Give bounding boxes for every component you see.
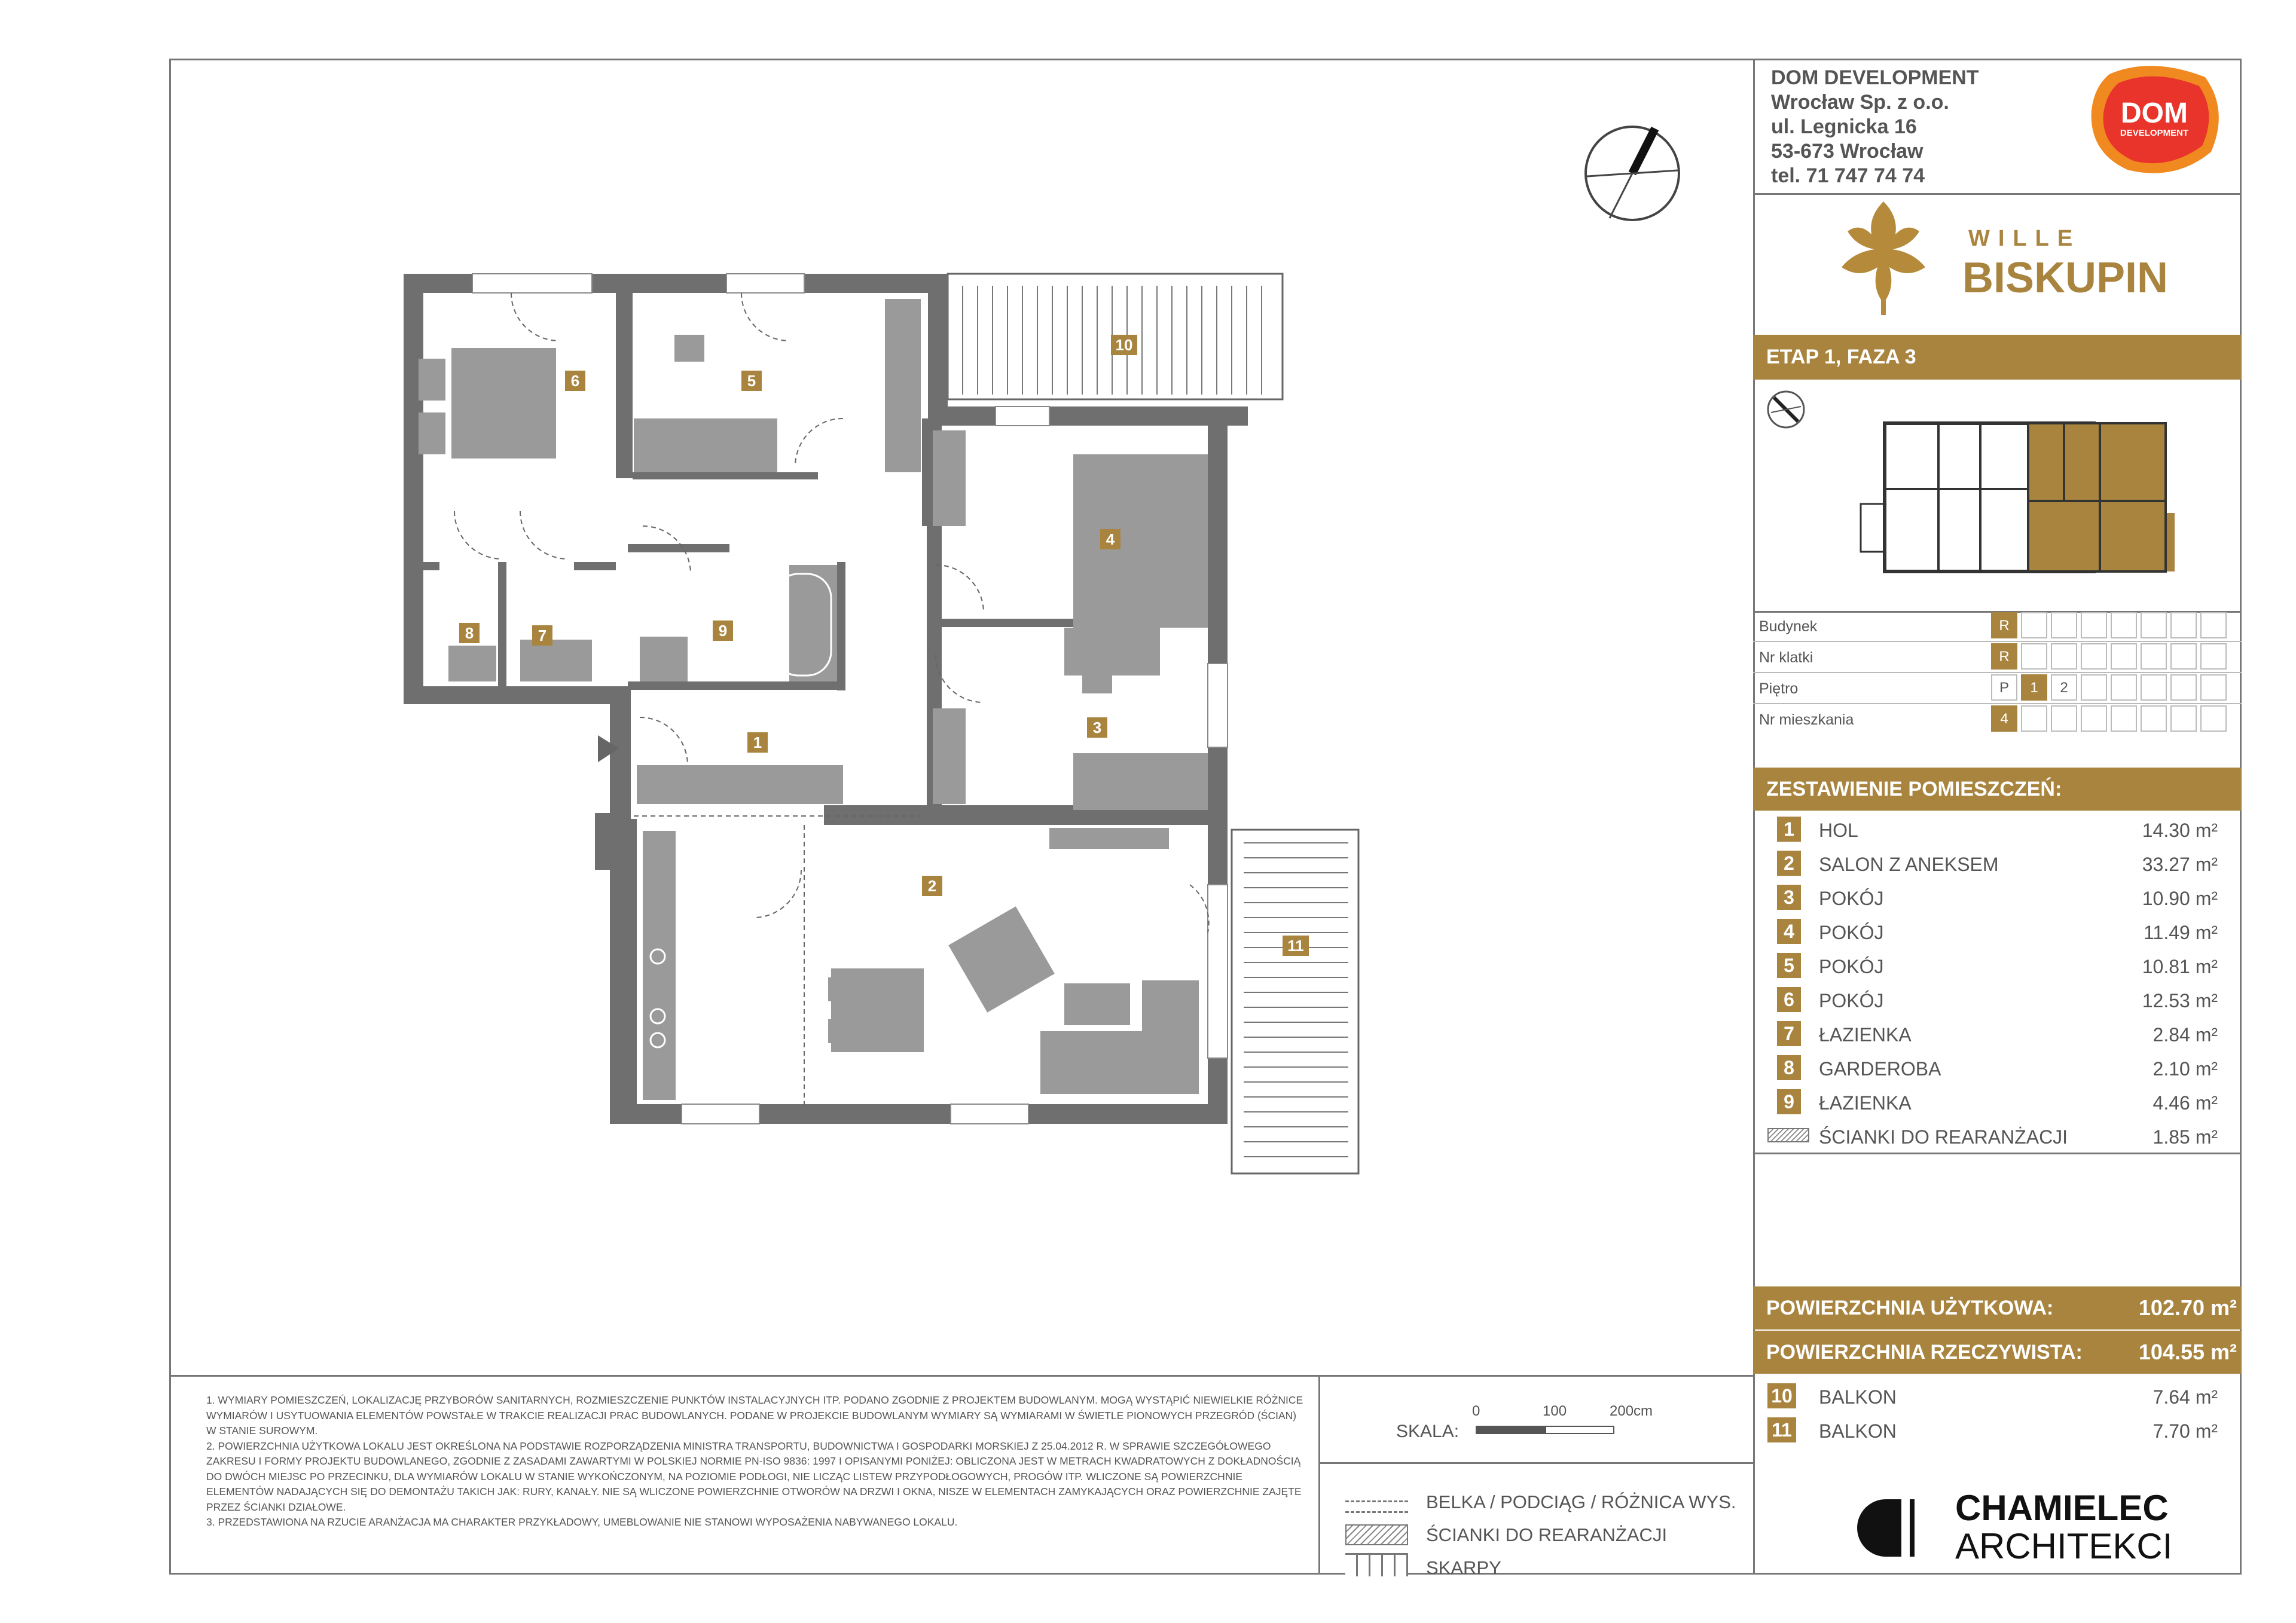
plan-label-1: 1 [747, 732, 768, 753]
room-number: 5 [1777, 953, 1801, 978]
plan-label-6: 6 [565, 371, 585, 391]
info-label: Piętro [1759, 680, 1799, 697]
rooms-section-title: ZESTAWIENIE POMIESZCZEŃ: [1766, 777, 2062, 800]
reveal-legend-icon [1345, 1553, 1408, 1576]
room-area: 10.81 m² [2142, 956, 2218, 977]
note-2: 2. POWIERZCHNIA UŻYTKOWA LOKALU JEST OKREŚLONA NA PODSTAWIE ROZPORZĄDZENIA MINISTRA TRANSPORTU, BUDOWNICTWA I GOSPODARKI MORSKIEJ Z 25.04.2012 R. W SPRAWIE SZCZEGÓŁOWEGO ZAKRESU I FORMY PROJEKTU BUDOWLANEGO, ZGODNIE Z ZASADAMI ZAWARTYMI W POLSKIEJ NORMIE PN-ISO 9836: 1997 I OPISANYMI PONIŻEJ: OBLICZONA JEST W METRACH KWADRATOWYCH Z DOKŁADNOŚCIĄ DO DWÓCH MIEJSC PO PRZECINKU, DLA WYMIARÓW LOKALU W STANIE WYKOŃCZONYM, NA POZIOMIE PODŁOGI, NIE LICZĄC LISTEW PRZYPODŁOGOWYCH, PROGÓW ITP. WLICZONE SĄ POWIERZCHNIE ELEMENTÓW NADAJĄCYCH SIĘ DO DEMONTAŻU TAKICH JAK: RURY, KANAŁY. NIE SĄ WLICZONE POWIERZCHNIE OTWORÓW NA DRZWI I OKNA, NISZE W ELEMENTACH ZAMYKAJĄCYCH ORAZ POWIERZCHNIE ZAJĘTE PRZEZ ŚCIANKI DZIAŁOWE. [206, 1439, 1302, 1513]
usable-area-bar [1753, 1286, 2242, 1329]
plan-label-3: 3 [1087, 717, 1107, 738]
room-number: 1 [1777, 817, 1801, 842]
room-name: ŁAZIENKA [1819, 1024, 1912, 1046]
room-name: POKÓJ [1819, 956, 1884, 977]
info-cell: 2 [2051, 674, 2077, 701]
room-area: 11.49 m² [2144, 922, 2218, 943]
scale-tick-100: 100 [1543, 1403, 1567, 1419]
balcony-name: BALKON [1819, 1420, 1897, 1442]
logo-subtext: DEVELOPMENT [2120, 128, 2189, 138]
partitions-row [1753, 1118, 2242, 1153]
room-name: SALON Z ANEKSEM [1819, 854, 1999, 875]
balcony-number: 10 [1767, 1383, 1796, 1408]
legend-divider [1318, 1462, 1753, 1464]
info-cell-empty [2170, 643, 2197, 670]
legend-beam: BELKA / PODCIĄG / RÓŻNICA WYS. [1426, 1491, 1736, 1512]
usable-area-value: 102.70 m² [2138, 1295, 2237, 1320]
room-row [1753, 1050, 2242, 1084]
partition-legend-icon [1345, 1524, 1408, 1545]
logo-text: DOM [2121, 97, 2188, 129]
balcony-row [1753, 1413, 2242, 1447]
company-line2: Wrocław Sp. z o.o. [1771, 91, 1949, 114]
info-cell-empty [2111, 674, 2137, 701]
plan-label-8: 8 [459, 623, 480, 643]
note-1: 1. WYMIARY POMIESZCZEŃ, LOKALIZACJĘ PRZYBORÓW SANITARNYCH, ROZMIESZCZENIE PUNKTÓW INSTALACYJNYCH ITP. PODANO ZGODNIE Z PROJEKTEM BUDOWLANYM. MOGĄ WYSTĄPIĆ NIEWIELKIE RÓŻNICE WYMIARÓW I USYTUOWANIA ELEMENTÓW POWSTAŁE W TRAKCIE REALIZACJI PRAC BUDOWLANYCH. PODANE W PROJEKCIE BUDOWLANYM WYMIARY SĄ WYMIARAMI W ŚWIETLE PIONOWYCH PRZEGRÓD (ŚCIAN) W STANIE SUROWYM. [206, 1394, 1303, 1436]
info-row-staircase [1753, 642, 2242, 673]
info-cell-empty [2021, 643, 2047, 670]
plan-label-5: 5 [741, 371, 762, 391]
room-area: 12.53 m² [2142, 990, 2218, 1011]
usable-area-label: POWIERZCHNIA UŻYTKOWA: [1766, 1296, 2054, 1319]
chamielec-logo-icon [1856, 1494, 1934, 1561]
room-row [1753, 1084, 2242, 1118]
company-name: DOM DEVELOPMENT [1771, 66, 1979, 89]
architect-line2: ARCHITEKCI [1955, 1526, 2173, 1566]
info-cell: R [1991, 643, 2017, 670]
plan-label-10: 10 [1111, 335, 1137, 355]
partitions-name: ŚCIANKI DO REARANŻACJI [1819, 1126, 2068, 1148]
floor-plan [395, 263, 1381, 1196]
room-row [1753, 846, 2242, 880]
info-row-apartment [1753, 704, 2242, 734]
info-cell-empty [2021, 612, 2047, 638]
room-area: 2.84 m² [2152, 1024, 2218, 1046]
room-number: 3 [1777, 885, 1801, 910]
dom-development-logo [2086, 62, 2224, 176]
actual-area-bar [1753, 1331, 2242, 1374]
info-row-floor [1753, 673, 2242, 704]
room-name: GARDEROBA [1819, 1058, 1941, 1080]
room-area: 14.30 m² [2142, 820, 2218, 841]
building-key-plan [1849, 417, 2184, 574]
balcony-row [1753, 1379, 2242, 1413]
room-number: 8 [1777, 1055, 1801, 1080]
beam-legend-icon [1345, 1500, 1408, 1502]
partition-hatch-icon [1767, 1128, 1809, 1142]
legend-reveals: SKARPY [1426, 1557, 1501, 1578]
room-name: ŁAZIENKA [1819, 1092, 1912, 1114]
scale-tick-200: 200cm [1610, 1403, 1653, 1419]
info-cell-empty [2051, 612, 2077, 638]
oak-leaf-icon [1836, 198, 1931, 318]
plan-label-9: 9 [713, 621, 733, 641]
info-cell-empty [2111, 612, 2137, 638]
room-name: HOL [1819, 820, 1858, 841]
scale-bar [1476, 1426, 1614, 1434]
room-name: POKÓJ [1819, 990, 1884, 1011]
room-name: POKÓJ [1819, 922, 1884, 943]
architect-line1: CHAMIELEC [1955, 1488, 2169, 1528]
notes-divider [1318, 1375, 1320, 1575]
info-cell: 1 [2021, 674, 2047, 701]
info-label: Nr klatki [1759, 649, 1813, 666]
company-city: 53-673 Wrocław [1771, 140, 1923, 163]
room-area: 10.90 m² [2142, 888, 2218, 909]
info-label: Nr mieszkania [1759, 711, 1854, 728]
room-number: 2 [1777, 851, 1801, 876]
stage-label: ETAP 1, FAZA 3 [1766, 346, 1916, 368]
balcony-area: 7.70 m² [2152, 1420, 2218, 1442]
notes [206, 1393, 1306, 1530]
info-cell-empty [2170, 705, 2197, 732]
info-cell-empty [2200, 674, 2227, 701]
partitions-area: 1.85 m² [2152, 1126, 2218, 1148]
scale-label: SKALA: [1396, 1422, 1460, 1441]
info-cell-empty [2111, 705, 2137, 732]
scale-tick-0: 0 [1472, 1403, 1480, 1419]
info-cell-empty [2141, 643, 2167, 670]
info-cell-empty [2111, 643, 2137, 670]
info-cell-empty [2081, 643, 2107, 670]
stage-bar [1753, 335, 2242, 380]
info-cell-empty [2081, 612, 2107, 638]
rooms-bottom-line [1753, 1153, 2242, 1154]
room-number: 6 [1777, 987, 1801, 1012]
room-number: 9 [1777, 1089, 1801, 1114]
room-area: 33.27 m² [2142, 854, 2218, 875]
note-3: 3. PRZEDSTAWIONA NA RZUCIE ARANŻACJA MA CHARAKTER PRZYKŁADOWY, UMEBLOWANIE NIE STANOWI WYPOSAŻENIA NABYWANEGO LOKALU. [206, 1516, 958, 1528]
info-cell-empty [2200, 705, 2227, 732]
plan-label-4: 4 [1100, 529, 1120, 549]
room-number: 7 [1777, 1021, 1801, 1046]
room-row [1753, 880, 2242, 914]
balcony-area: 7.64 m² [2152, 1386, 2218, 1408]
info-row-building [1753, 611, 2242, 642]
plan-label-2: 2 [922, 876, 942, 896]
info-cell: R [1991, 612, 2017, 638]
info-cell-empty [2200, 643, 2227, 670]
info-cell-empty [2170, 674, 2197, 701]
balcony-number: 11 [1767, 1417, 1796, 1442]
info-cell-empty [2081, 705, 2107, 732]
plan-label-7: 7 [532, 625, 552, 646]
north-arrow-icon [1578, 120, 1686, 227]
plan-bottom-line [169, 1375, 1754, 1377]
room-row [1753, 914, 2242, 948]
room-area: 2.10 m² [2152, 1058, 2218, 1080]
info-cell: 4 [1991, 705, 2017, 732]
legend-partitions: ŚCIANKI DO REARANŻACJI [1426, 1524, 1668, 1545]
plan-label-11: 11 [1283, 936, 1309, 956]
room-row [1753, 1016, 2242, 1050]
company-address [1771, 66, 1979, 188]
info-cell-empty [2051, 643, 2077, 670]
actual-area-label: POWIERZCHNIA RZECZYWISTA: [1766, 1340, 2083, 1364]
room-number: 4 [1777, 919, 1801, 944]
info-cell-empty [2141, 705, 2167, 732]
info-cell-empty [2051, 705, 2077, 732]
info-cell-empty [2141, 612, 2167, 638]
room-area: 4.46 m² [2152, 1092, 2218, 1114]
company-phone: tel. 71 747 74 74 [1771, 164, 1925, 187]
room-row [1753, 812, 2242, 846]
header-divider [1753, 193, 2242, 195]
company-street: ul. Legnicka 16 [1771, 115, 1917, 138]
balcony-name: BALKON [1819, 1386, 1897, 1408]
info-label: Budynek [1759, 618, 1818, 635]
info-cell-empty [2081, 674, 2107, 701]
info-cell-empty [2170, 612, 2197, 638]
info-cell-empty [2141, 674, 2167, 701]
info-cell-empty [2021, 705, 2047, 732]
info-cell-empty [2200, 612, 2227, 638]
project-logo-bottom: BISKUPIN [1962, 254, 2169, 302]
rooms-section-header [1753, 768, 2242, 811]
project-logo-top: WILLE [1968, 226, 2081, 251]
room-row [1753, 948, 2242, 982]
room-row [1753, 982, 2242, 1016]
room-name: POKÓJ [1819, 888, 1884, 909]
actual-area-value: 104.55 m² [2138, 1340, 2237, 1364]
beam-legend-icon-2 [1345, 1511, 1408, 1513]
info-cell: P [1991, 674, 2017, 701]
key-plan-compass-icon [1765, 389, 1807, 430]
